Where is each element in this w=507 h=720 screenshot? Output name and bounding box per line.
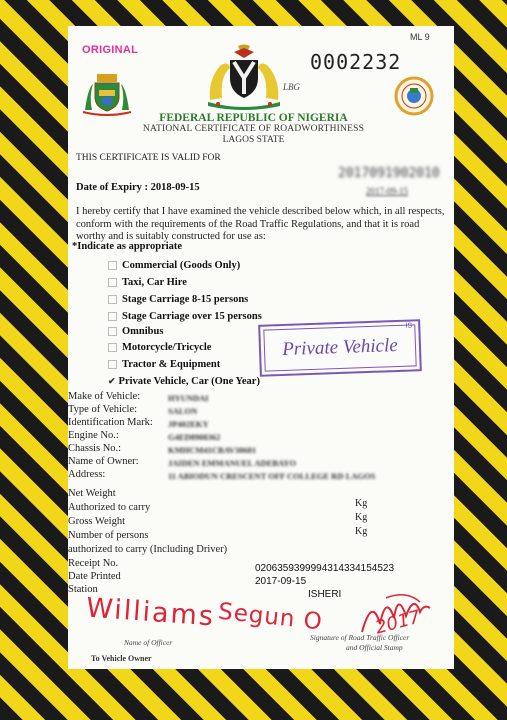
receipt-number: 0206359399994314334154523 [255, 563, 395, 574]
option-stage-over-15 [108, 311, 262, 322]
handwritten-date: 2017 [373, 606, 423, 639]
field-value-identification: JP402EKY [168, 419, 209, 429]
weight-label-gross: Gross Weight [68, 516, 126, 527]
certification-statement: I hereby certify that I have examined the vehicle described below which, in all respects, conform with the requirements of the Road Traffic Regulations, and that it is road worthy and is suitably constructed for use as: [76, 206, 445, 242]
option-tractor [108, 359, 220, 370]
field-label-engine: Engine No.: [68, 430, 119, 441]
stamp-text: Private Vehicle [281, 334, 399, 361]
checkmark-icon: ✔ [108, 376, 116, 386]
lagos-crest-icon [80, 70, 134, 116]
option-label: Stage Carriage 8-15 persons [122, 294, 249, 305]
weight-unit-net: Kg [355, 498, 368, 509]
serial-number: 0002232 [310, 50, 402, 74]
lbg-mark: LBG [283, 82, 301, 92]
option-label: Stage Carriage over 15 persons [122, 311, 262, 322]
option-omnibus [108, 326, 163, 337]
field-label-owner: Name of Owner: [68, 456, 139, 467]
option-checkbox [108, 295, 117, 304]
field-value-owner: JAIDEN EMMANUEL ADEBAYO [168, 458, 297, 468]
option-motorcycle [108, 342, 211, 353]
option-checkbox [108, 343, 117, 352]
officer-signature-caption: Signature of Road Traffic Officer [310, 633, 410, 642]
option-checkbox [108, 278, 117, 287]
option-checkbox [108, 327, 117, 336]
persons-label-2: authorized to carry (Including Driver) [68, 544, 228, 555]
title-certificate: NATIONAL CERTIFICATE OF ROADWORTHINESS [142, 124, 365, 134]
title-state: LAGOS STATE [222, 135, 285, 145]
weight-label-net: Net Weight [68, 488, 116, 499]
station-label: Station [68, 584, 98, 595]
field-value-type: SALON [168, 406, 198, 416]
field-label-type: Type of Vehicle: [68, 404, 138, 415]
option-checkbox [108, 261, 117, 270]
receipt-label: Receipt No. [68, 558, 119, 569]
option-private-vehicle [108, 376, 260, 387]
option-label: Commercial (Goods Only) [122, 260, 241, 271]
option-commercial [108, 260, 240, 271]
persons-label: Number of persons [68, 530, 149, 541]
option-checkbox [108, 312, 117, 321]
option-label: Tractor & Equipment [122, 359, 221, 370]
option-taxi [108, 277, 187, 288]
option-label: Omnibus [122, 326, 164, 337]
date-printed-label: Date Printed [68, 571, 121, 582]
station-value: ISHERI [308, 589, 342, 600]
weight-label-authorized: Authorized to carry [68, 502, 151, 513]
certificate-number: 2017091902010 [338, 166, 440, 181]
field-label-address: Address: [68, 469, 106, 480]
field-value-address: 11 ABIODUN CRESCENT OFF COLLEGE RD LAGOS [168, 471, 376, 481]
indicate-note: *Indicate as appropriate [72, 241, 183, 252]
option-label: Motorcycle/Tricycle [122, 342, 212, 353]
handwritten-signature-name: Williams [85, 592, 216, 633]
field-value-engine: G4ED8908362 [168, 432, 221, 442]
original-label: ORIGINAL [82, 44, 139, 56]
option-label: Taxi, Car Hire [122, 277, 187, 288]
field-label-chassis: Chassis No.: [68, 443, 122, 454]
validity-label: THIS CERTIFICATE IS VALID FOR [76, 153, 221, 163]
stamp-suffix: IS [405, 322, 413, 330]
field-value-make: HYUNDAI [168, 393, 209, 403]
handwritten-signature-middle: Segun O [216, 598, 324, 636]
field-value-chassis: KMHCM41CBAV30681 [168, 445, 257, 455]
option-checkbox [108, 360, 117, 369]
nigeria-coat-of-arms-icon [204, 44, 284, 110]
officer-name-caption: Name of Officer [124, 638, 173, 647]
expiry-date: Date of Expiry : 2018-09-15 [76, 182, 200, 193]
date-printed-value: 2017-09-15 [255, 576, 307, 587]
option-stage-8-15 [108, 294, 248, 305]
issue-date: 2017-09-15 [366, 186, 408, 196]
private-vehicle-stamp [258, 319, 422, 377]
weight-unit-gross: Kg [355, 526, 368, 537]
option-label: Private Vehicle, Car (One Year) [118, 376, 260, 387]
title-federal-republic: FEDERAL REPUBLIC OF NIGERIA [159, 112, 348, 124]
weight-unit-authorized: Kg [355, 512, 368, 523]
state-seal-icon [394, 76, 434, 116]
form-number: ML 9 [410, 32, 430, 42]
field-label-identification: Identification Mark: [68, 417, 153, 428]
to-vehicle-owner: To Vehicle Owner [91, 654, 152, 663]
field-label-make: Make of Vehicle: [68, 391, 141, 402]
official-stamp-caption: and Official Stamp [346, 643, 403, 652]
